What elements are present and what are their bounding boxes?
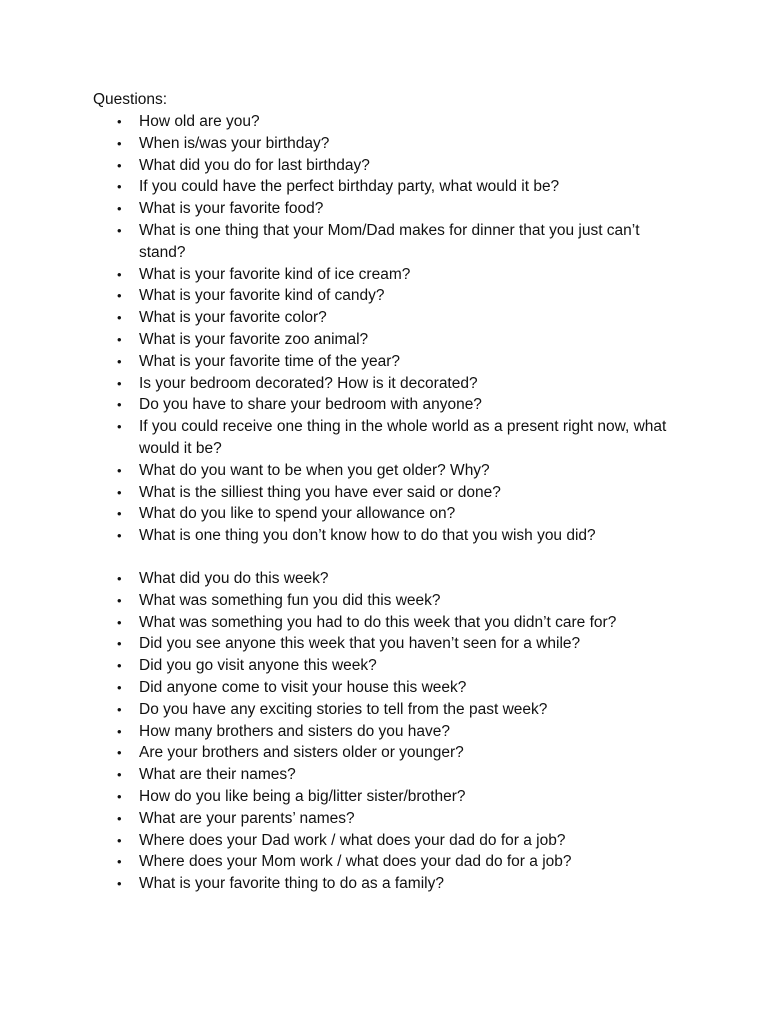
- bullet-icon: •: [117, 592, 122, 608]
- question-text: What is your favorite food?: [139, 200, 324, 218]
- question-text: What was something fun you did this week?: [139, 591, 441, 609]
- list-item: [117, 394, 679, 416]
- list-item: [117, 721, 679, 743]
- bullet-icon: •: [117, 353, 122, 369]
- list-item: [117, 460, 679, 482]
- bullet-icon: •: [117, 201, 122, 217]
- question-text: What is your favorite zoo animal?: [139, 330, 369, 348]
- list-item: [117, 198, 679, 220]
- list-item: [117, 373, 679, 395]
- bullet-icon: •: [117, 767, 122, 783]
- list-item: [117, 851, 679, 873]
- bullet-icon: •: [117, 701, 122, 717]
- list-item: [117, 830, 679, 852]
- question-text: What did you do this week?: [139, 570, 329, 587]
- bullet-icon: •: [117, 397, 122, 413]
- bullet-icon: •: [117, 528, 122, 544]
- list-item: [117, 264, 679, 286]
- question-text: What did you do for last birthday?: [139, 156, 370, 174]
- list-item: [117, 742, 679, 764]
- question-text: Did you go visit anyone this week?: [139, 657, 377, 675]
- bullet-icon: •: [117, 484, 122, 500]
- list-item: [117, 655, 679, 677]
- bullet-icon: •: [117, 419, 122, 435]
- list-item: [117, 633, 679, 655]
- question-text: Did anyone come to visit your house this week?: [139, 678, 467, 696]
- list-item: [117, 482, 679, 504]
- bullet-icon: •: [117, 745, 122, 761]
- bullet-icon: •: [117, 810, 122, 826]
- bullet-icon: •: [117, 832, 122, 848]
- list-item: [117, 111, 679, 133]
- question-text: What is your favorite time of the year?: [139, 352, 401, 370]
- list-item: [117, 764, 679, 786]
- question-text: What do you want to be when you get older? Why?: [139, 461, 490, 479]
- list-item: [117, 220, 679, 264]
- bullet-icon: •: [117, 679, 122, 695]
- list-item: [117, 808, 679, 830]
- bullet-icon: •: [117, 636, 122, 652]
- question-text: If you could receive one thing in the whole world as a present right now, what would it be?: [139, 418, 667, 457]
- bullet-icon: •: [117, 375, 122, 391]
- bullet-icon: •: [117, 114, 122, 129]
- list-item: [117, 351, 679, 373]
- list-item: [117, 677, 679, 699]
- list-item: [117, 285, 679, 307]
- question-text: What are their names?: [139, 766, 296, 784]
- question-text: Do you have any exciting stories to tell from the past week?: [139, 700, 548, 718]
- question-text: What is your favorite color?: [139, 309, 327, 327]
- bullet-icon: •: [117, 135, 122, 151]
- question-text: What is one thing that your Mom/Dad makes for dinner that you just can’t stand?: [139, 221, 640, 261]
- list-item: [117, 155, 679, 177]
- list-item: [117, 329, 679, 351]
- bullet-icon: •: [117, 331, 122, 347]
- bullet-icon: •: [117, 658, 122, 674]
- question-text: Did you see anyone this week that you haven’t seen for a while?: [139, 635, 581, 653]
- list-item: [117, 786, 679, 808]
- question-text: Do you have to share your bedroom with anyone?: [139, 396, 482, 414]
- page-heading: Questions:: [93, 91, 168, 108]
- question-text: Where does your Mom work / what does your dad do for a job?: [139, 853, 572, 871]
- question-list-general: [117, 111, 679, 547]
- bullet-icon: •: [117, 723, 122, 739]
- list-item: [117, 873, 679, 895]
- question-text: If you could have the perfect birthday party, what would it be?: [139, 178, 560, 196]
- bullet-icon: •: [117, 854, 122, 870]
- question-text: What is the silliest thing you have ever said or done?: [139, 483, 501, 501]
- question-text: When is/was your birthday?: [139, 134, 330, 152]
- bullet-icon: •: [117, 571, 122, 586]
- list-item: [117, 612, 679, 634]
- question-text: How many brothers and sisters do you have?: [139, 722, 451, 740]
- bullet-icon: •: [117, 310, 122, 326]
- list-item: [117, 568, 679, 590]
- list-item: [117, 176, 679, 198]
- list-item: [117, 699, 679, 721]
- list-item: [117, 307, 679, 329]
- question-text: What is your favorite kind of ice cream?: [139, 265, 411, 283]
- bullet-icon: •: [117, 614, 122, 630]
- question-text: Is your bedroom decorated? How is it decorated?: [139, 374, 478, 392]
- bullet-icon: •: [117, 288, 122, 304]
- question-list-weekly: [117, 568, 679, 895]
- question-text: What is one thing you don’t know how to do that you wish you did?: [139, 527, 596, 545]
- bullet-icon: •: [117, 506, 122, 522]
- question-text: How do you like being a big/litter sister/brother?: [139, 787, 466, 805]
- question-text: What do you like to spend your allowance on?: [139, 505, 456, 523]
- bullet-icon: •: [117, 266, 122, 282]
- list-item: [117, 590, 679, 612]
- bullet-icon: •: [117, 788, 122, 804]
- bullet-icon: •: [117, 222, 122, 238]
- question-text: How old are you?: [139, 113, 260, 130]
- bullet-icon: •: [117, 876, 122, 892]
- list-item: [117, 416, 679, 460]
- list-item: [117, 133, 679, 155]
- list-item: [117, 525, 679, 547]
- question-text: Where does your Dad work / what does your dad do for a job?: [139, 831, 566, 849]
- question-text: What was something you had to do this week that you didn’t care for?: [139, 613, 617, 631]
- question-text: What are your parents’ names?: [139, 809, 355, 827]
- question-text: What is your favorite kind of candy?: [139, 287, 385, 305]
- list-item: [117, 503, 679, 525]
- question-text: Are your brothers and sisters older or younger?: [139, 744, 464, 762]
- bullet-icon: •: [117, 179, 122, 195]
- bullet-icon: •: [117, 157, 122, 173]
- bullet-icon: •: [117, 462, 122, 478]
- question-text: What is your favorite thing to do as a family?: [139, 875, 444, 893]
